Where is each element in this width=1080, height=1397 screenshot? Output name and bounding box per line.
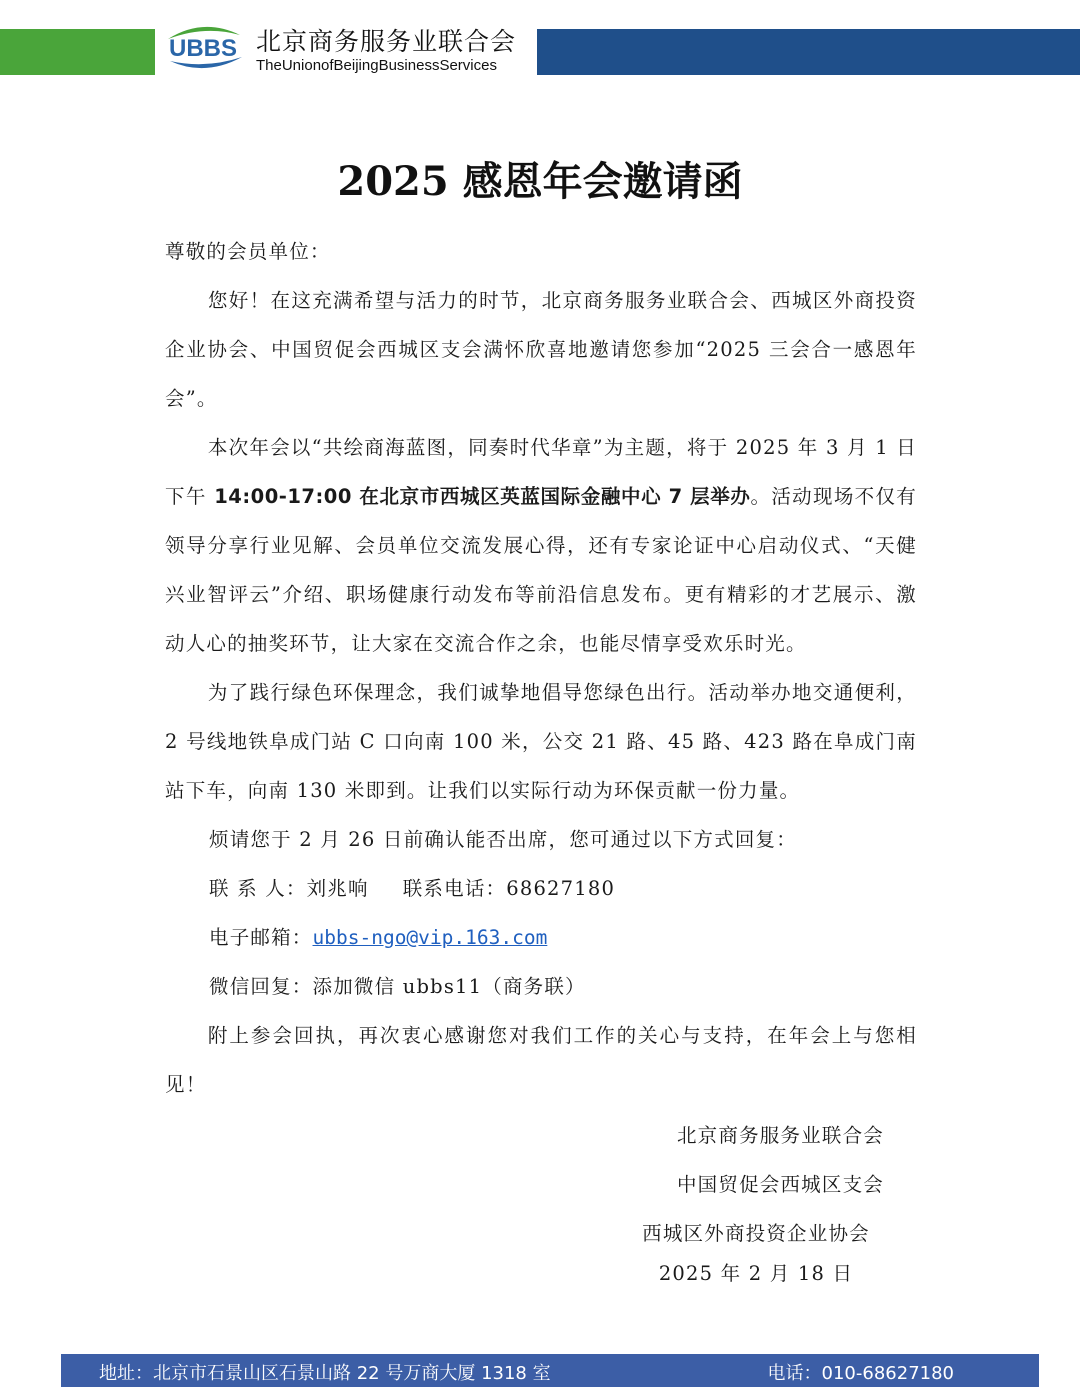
email-link[interactable]: ubbs-ngo@vip.163.com (312, 926, 548, 949)
ubbs-logo (160, 15, 246, 79)
org-name-en: TheUnionofBeijingBusinessServices (256, 57, 497, 74)
signature-date: 2025 年 2 月 18 日 (658, 1262, 854, 1285)
footer-address: 地址：北京市石景山区石景山路 22 号万商大厦 1318 室 (99, 1363, 551, 1384)
email-line (209, 913, 547, 962)
event-details-text-a: 本次年会以“共绘商海蓝图，同奏时代华章”为主题，将于 2025 年 3 月 1 日下午 (165, 436, 917, 508)
phone-label: 联系电话： (402, 877, 507, 900)
footer-bar (61, 1354, 1039, 1387)
paragraph-transport: 为了践行绿色环保理念，我们诚挚地倡导您绿色出行。活动举办地交通便利，2 号线地铁阜成门站 C 口向南 100 米，公交 21 路、45 路、423 路在阜成门南站下车，向南 130 米即到。让我们以实际行动为环保贡献一份力量。 (165, 681, 917, 802)
header-blue-bar (537, 29, 1080, 75)
email-label: 电子邮箱： (209, 926, 313, 949)
contact-label: 联 系 人： (209, 877, 307, 900)
wechat-line: 微信回复：添加微信 ubbs11（商务联） (209, 975, 586, 998)
signature-org-1: 北京商务服务业联合会 (676, 1124, 884, 1147)
contact-line (209, 864, 615, 913)
logo-text: UBBS (168, 35, 238, 62)
closing-paragraph: 附上参会回执，再次衷心感谢您对我们工作的关心与支持，在年会上与您相见！ (165, 1024, 917, 1096)
signature-org-2: 中国贸促会西城区支会 (676, 1173, 884, 1196)
paragraph-event-details (165, 423, 917, 668)
org-name-cn: 北京商务服务业联合会 (256, 27, 517, 56)
signature-org-3: 西城区外商投资企业协会 (642, 1222, 870, 1245)
event-time-location: 14:00-17:00 在北京市西城区英蓝国际金融中心 7 层举办 (214, 485, 751, 508)
event-details-text-b: 。活动现场不仅有领导分享行业见解、会员单位交流发展心得，还有专家论证中心启动仪式、“天健兴业智评云”介绍、职场健康行动发布等前沿信息发布。更有精彩的才艺展示、激动人心的抽奖环节，让大家在交流合作之余，也能尽情享受欢乐时光。 (165, 485, 917, 655)
contact-name: 刘兆响 (306, 877, 369, 900)
header-green-bar (0, 29, 155, 75)
rsvp-request: 烦请您于 2 月 26 日前确认能否出席，您可通过以下方式回复： (209, 828, 797, 851)
salutation: 尊敬的会员单位： (165, 240, 331, 263)
phone-number: 68627180 (506, 877, 616, 900)
footer-phone: 电话：010-68627180 (767, 1363, 954, 1384)
paragraph-invitation: 您好！在这充满希望与活力的时节，北京商务服务业联合会、西城区外商投资企业协会、中国贸促会西城区支会满怀欣喜地邀请您参加“2025 三会合一感恩年会”。 (165, 289, 917, 410)
page-title: 2025 感恩年会邀请函 (337, 158, 743, 205)
